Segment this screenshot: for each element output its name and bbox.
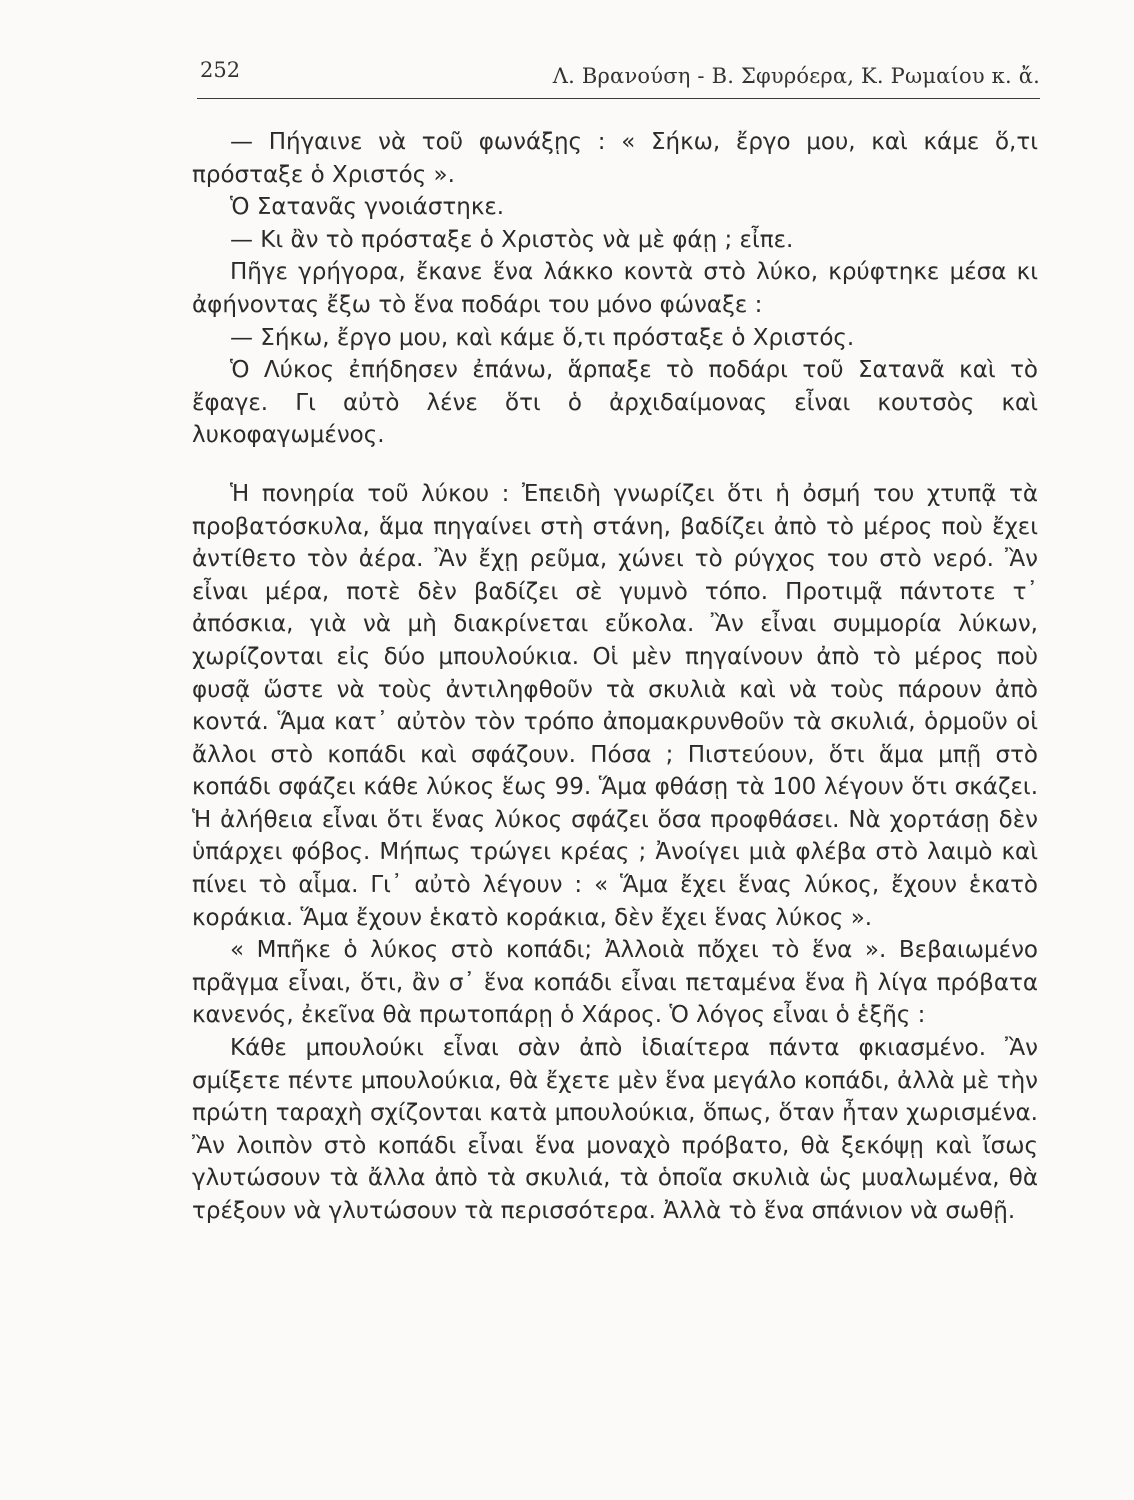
- body-text: [192, 126, 1038, 1228]
- paragraph: — Πήγαινε νὰ τοῦ φωνάξῃς : « Σήκω, ἔργο μου, καὶ κάμε ὅ,τι πρόσταξε ὁ Χριστός ».: [192, 129, 1038, 188]
- paragraph: — Κι ἂν τὸ πρόσταξε ὁ Χριστὸς νὰ μὲ φάῃ ; εἶπε.: [230, 226, 794, 253]
- paragraph: Ὁ Λύκος ἐπήδησεν ἐπάνω, ἅρπαξε τὸ ποδάρι τοῦ Σατανᾶ καὶ τὸ ἔφαγε. Γι αὐτὸ λένε ὅτι ὁ ἀρχιδαίμονας εἶναι κουτσὸς καὶ λυκοφαγωμένος.: [192, 357, 1038, 449]
- running-head: Λ. Βρανούση - Β. Σφυρόερα, Κ. Ρωμαίου κ. ἄ.: [552, 64, 1040, 88]
- paragraph: « Μπῆκε ὁ λύκος στὸ κοπάδι; Ἀλλοιὰ πὄχει τὸ ἕνα ». Βεβαιωμένο πρᾶγμα εἶναι, ὅτι, ἂν σ᾿ ἕνα κοπάδι εἶναι πεταμένα ἕνα ἢ λίγα πρόβατα κανενός, ἐκεῖνα θὰ πρωτοπάρῃ ὁ Χάρος. Ὁ λόγος εἶναι ὁ ἑξῆς :: [192, 937, 1038, 1029]
- page-header: [197, 58, 1040, 99]
- paragraph: Ὁ Σατανᾶς γνοιάστηκε.: [230, 194, 505, 221]
- paragraph: Κάθε μπουλούκι εἶναι σὰν ἀπὸ ἰδιαίτερα πάντα φκιασμένο. Ἂν σμίξετε πέντε μπουλούκια, θὰ ἔχετε μὲν ἕνα μεγάλο κοπάδι, ἀλλὰ μὲ τὴν πρώτη ταραχὴ σχίζονται κατὰ μπουλούκια, ὅπως, ὅταν ἦταν χωρισμένα. Ἂν λοιπὸν στὸ κοπάδι εἶναι ἕνα μοναχὸ πρόβατο, θὰ ξεκόψῃ καὶ ἴσως γλυτώσουν τὰ ἄλλα ἀπὸ τὰ σκυλιά, τὰ ὁποῖα σκυλιὰ ὡς μυαλωμένα, θὰ τρέξουν νὰ γλυτώσουν τὰ περισσότερα. Ἀλλὰ τὸ ἕνα σπάνιον νὰ σωθῇ.: [192, 1035, 1038, 1224]
- page-number: 252: [200, 58, 241, 82]
- paragraph: Πῆγε γρήγορα, ἔκανε ἕνα λάκκο κοντὰ στὸ λύκο, κρύφτηκε μέσα κι ἀφήνοντας ἔξω τὸ ἕνα ποδάρι του μόνο φώναξε :: [192, 259, 1038, 318]
- paragraph: — Σήκω, ἔργο μου, καὶ κάμε ὅ,τι πρόσταξε ὁ Χριστός.: [230, 324, 855, 351]
- paragraph: Ἡ πονηρία τοῦ λύκου : Ἐπειδὴ γνωρίζει ὅτι ἡ ὀσμή του χτυπᾷ τὰ προβατόσκυλα, ἅμα πηγαίνει στὴ στάνη, βαδίζει ἀπὸ τὸ μέρος ποὺ ἔχει ἀντίθετο τὸν ἀέρα. Ἂν ἔχῃ ρεῦμα, χώνει τὸ ρύγχος του στὸ νερό. Ἂν εἶναι μέρα, ποτὲ δὲν βαδίζει σὲ γυμνὸ τόπο. Προτιμᾷ πάντοτε τ᾿ ἀπόσκια, γιὰ νὰ μὴ διακρίνεται εὔκολα. Ἂν εἶναι συμμορία λύκων, χωρίζονται εἰς δύο μπουλούκια. Οἱ μὲν πηγαίνουν ἀπὸ τὸ μέρος ποὺ φυσᾷ ὥστε νὰ τοὺς ἀντιληφθοῦν τὰ σκυλιὰ καὶ νὰ τοὺς πάρουν ἀπὸ κοντά. Ἅμα κατ᾿ αὐτὸν τὸν τρόπο ἀπομακρυνθοῦν τὰ σκυλιά, ὁρμοῦν οἱ ἄλλοι στὸ κοπάδι καὶ σφάζουν. Πόσα ; Πιστεύουν, ὅτι ἅμα μπῇ στὸ κοπάδι σφάζει κάθε λύκος ἕως 99. Ἅμα φθάσῃ τὰ 100 λέγουν ὅτι σκάζει. Ἡ ἀλήθεια εἶναι ὅτι ἕνας λύκος σφάζει ὅσα προφθάσει. Νὰ χορτάσῃ δὲν ὑπάρχει φόβος. Μήπως τρώγει κρέας ; Ἀνοίγει μιὰ φλέβα στὸ λαιμὸ καὶ πίνει τὸ αἷμα. Γι᾿ αὐτὸ λέγουν : « Ἅμα ἔχει ἕνας λύκος, ἔχουν ἑκατὸ κοράκια. Ἅμα ἔχουν ἑκατὸ κοράκια, δὲν ἔχει ἕνας λύκος ».: [192, 480, 1038, 931]
